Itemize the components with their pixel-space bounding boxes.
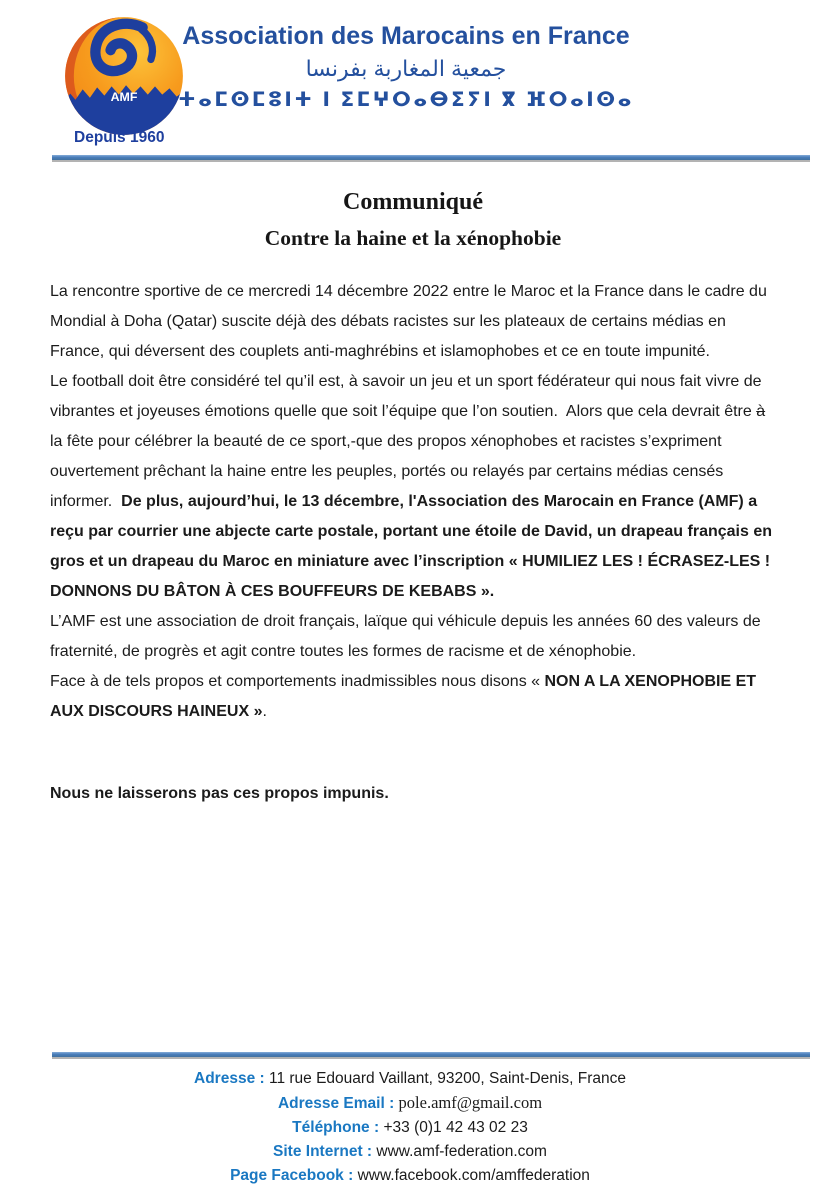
footer-rows: [10, 1067, 810, 1188]
footer-label: Adresse :: [194, 1070, 269, 1087]
text-run: Face à de tels propos et comportements inadmissibles nous disons «: [50, 673, 545, 690]
text-run: .: [262, 703, 267, 720]
footer-label: Téléphone :: [292, 1119, 384, 1136]
since-label: Depuis 1960: [74, 129, 165, 146]
paragraph: [50, 607, 780, 667]
text-run: à: [756, 403, 766, 420]
footer-value: 11 rue Edouard Vaillant, 93200, Saint-Denis, France: [268, 1070, 626, 1087]
header-divider-rule: [52, 155, 810, 162]
footer-label: Adresse Email :: [277, 1095, 399, 1112]
footer-value: www.facebook.com/amffederation: [357, 1167, 590, 1184]
body-paragraphs: [50, 277, 780, 809]
text-run: De plus, aujourd’hui, le 13 décembre, l'Association des Marocain en France (AMF) a reçu par courrier une abjecte carte postale, portant une étoile de David, un drapeau français en gros et un drapeau du Maroc en miniature avec l’inscription « HUMILIEZ LES ! ÉCRASEZ-LES ! DONNONS DU BÂTON À CES BOUFFEURS DE KEBABS ».: [50, 493, 777, 600]
text-run: Nous ne laisserons pas ces propos impunis.: [50, 785, 389, 802]
logo-amf-text: AMF: [110, 89, 138, 104]
document-subtitle: Contre la haine et la xénophobie: [264, 226, 562, 250]
footer-value: +33 (0)1 42 43 02 23: [383, 1119, 528, 1136]
footer-row: [10, 1140, 810, 1164]
footer-label: Site Internet :: [273, 1143, 377, 1160]
footer-label: Page Facebook :: [230, 1167, 358, 1184]
paragraph: [50, 667, 780, 727]
text-run: NON A LA XENOPHOBIE ET AUX DISCOURS HAINEUX »: [50, 673, 760, 720]
org-name-arabic: جمعية المغاربة بفرنسا: [305, 56, 507, 81]
text-run: L’AMF est une association de droit français, laïque qui véhicule depuis les années 60 des valeurs de fraternité, de progrès et agit contre toutes les formes de racisme et de xénophobie.: [50, 613, 766, 660]
footer-row: [10, 1164, 810, 1188]
org-name: Association des Marocains en France: [182, 22, 630, 50]
text-run: la fête pour célébrer la beauté de ce sport,-que des propos xénophobes et racistes s’expriment ouvertement prêchant la haine entre les peuples, portés ou relayés par certains médias censés informer.: [50, 403, 770, 510]
paragraph: [50, 277, 780, 367]
text-run: Le football doit être considéré tel qu’il est, à savoir un jeu et un sport fédérateur qui nous fait vivre de vibrantes et joyeuses émotions quelle que soit l’équipe que l’on soutien. Alors que cela devrait être: [50, 373, 766, 420]
footer-value: www.amf-federation.com: [376, 1143, 547, 1160]
footer-row: [10, 1116, 810, 1140]
org-name-tifinagh: ⵜⴰⵎⵙⵎⵓⵏⵜ ⵏ ⵉⵎⵖⵔⴰⴱⵉⵢⵏ ⴳ ⴼⵔⴰⵏⵙⴰ: [178, 89, 634, 111]
footer-value: pole.amf@gmail.com: [398, 1093, 543, 1112]
footer-row: [10, 1091, 810, 1116]
footer-row: [10, 1067, 810, 1091]
document-title: Communiqué: [342, 189, 484, 215]
footer-divider-rule: [52, 1052, 810, 1059]
paragraph: [50, 367, 780, 607]
paragraph: [50, 779, 780, 809]
text-run: La rencontre sportive de ce mercredi 14 décembre 2022 entre le Maroc et la France dans le cadre du Mondial à Doha (Qatar) suscite déjà des débats racistes sur les plateaux de certains médias en France, qui déversent des couplets anti-maghrébins et islamophobes et ce en toute impunité.: [50, 283, 772, 360]
header-text-block: [146, 20, 666, 116]
